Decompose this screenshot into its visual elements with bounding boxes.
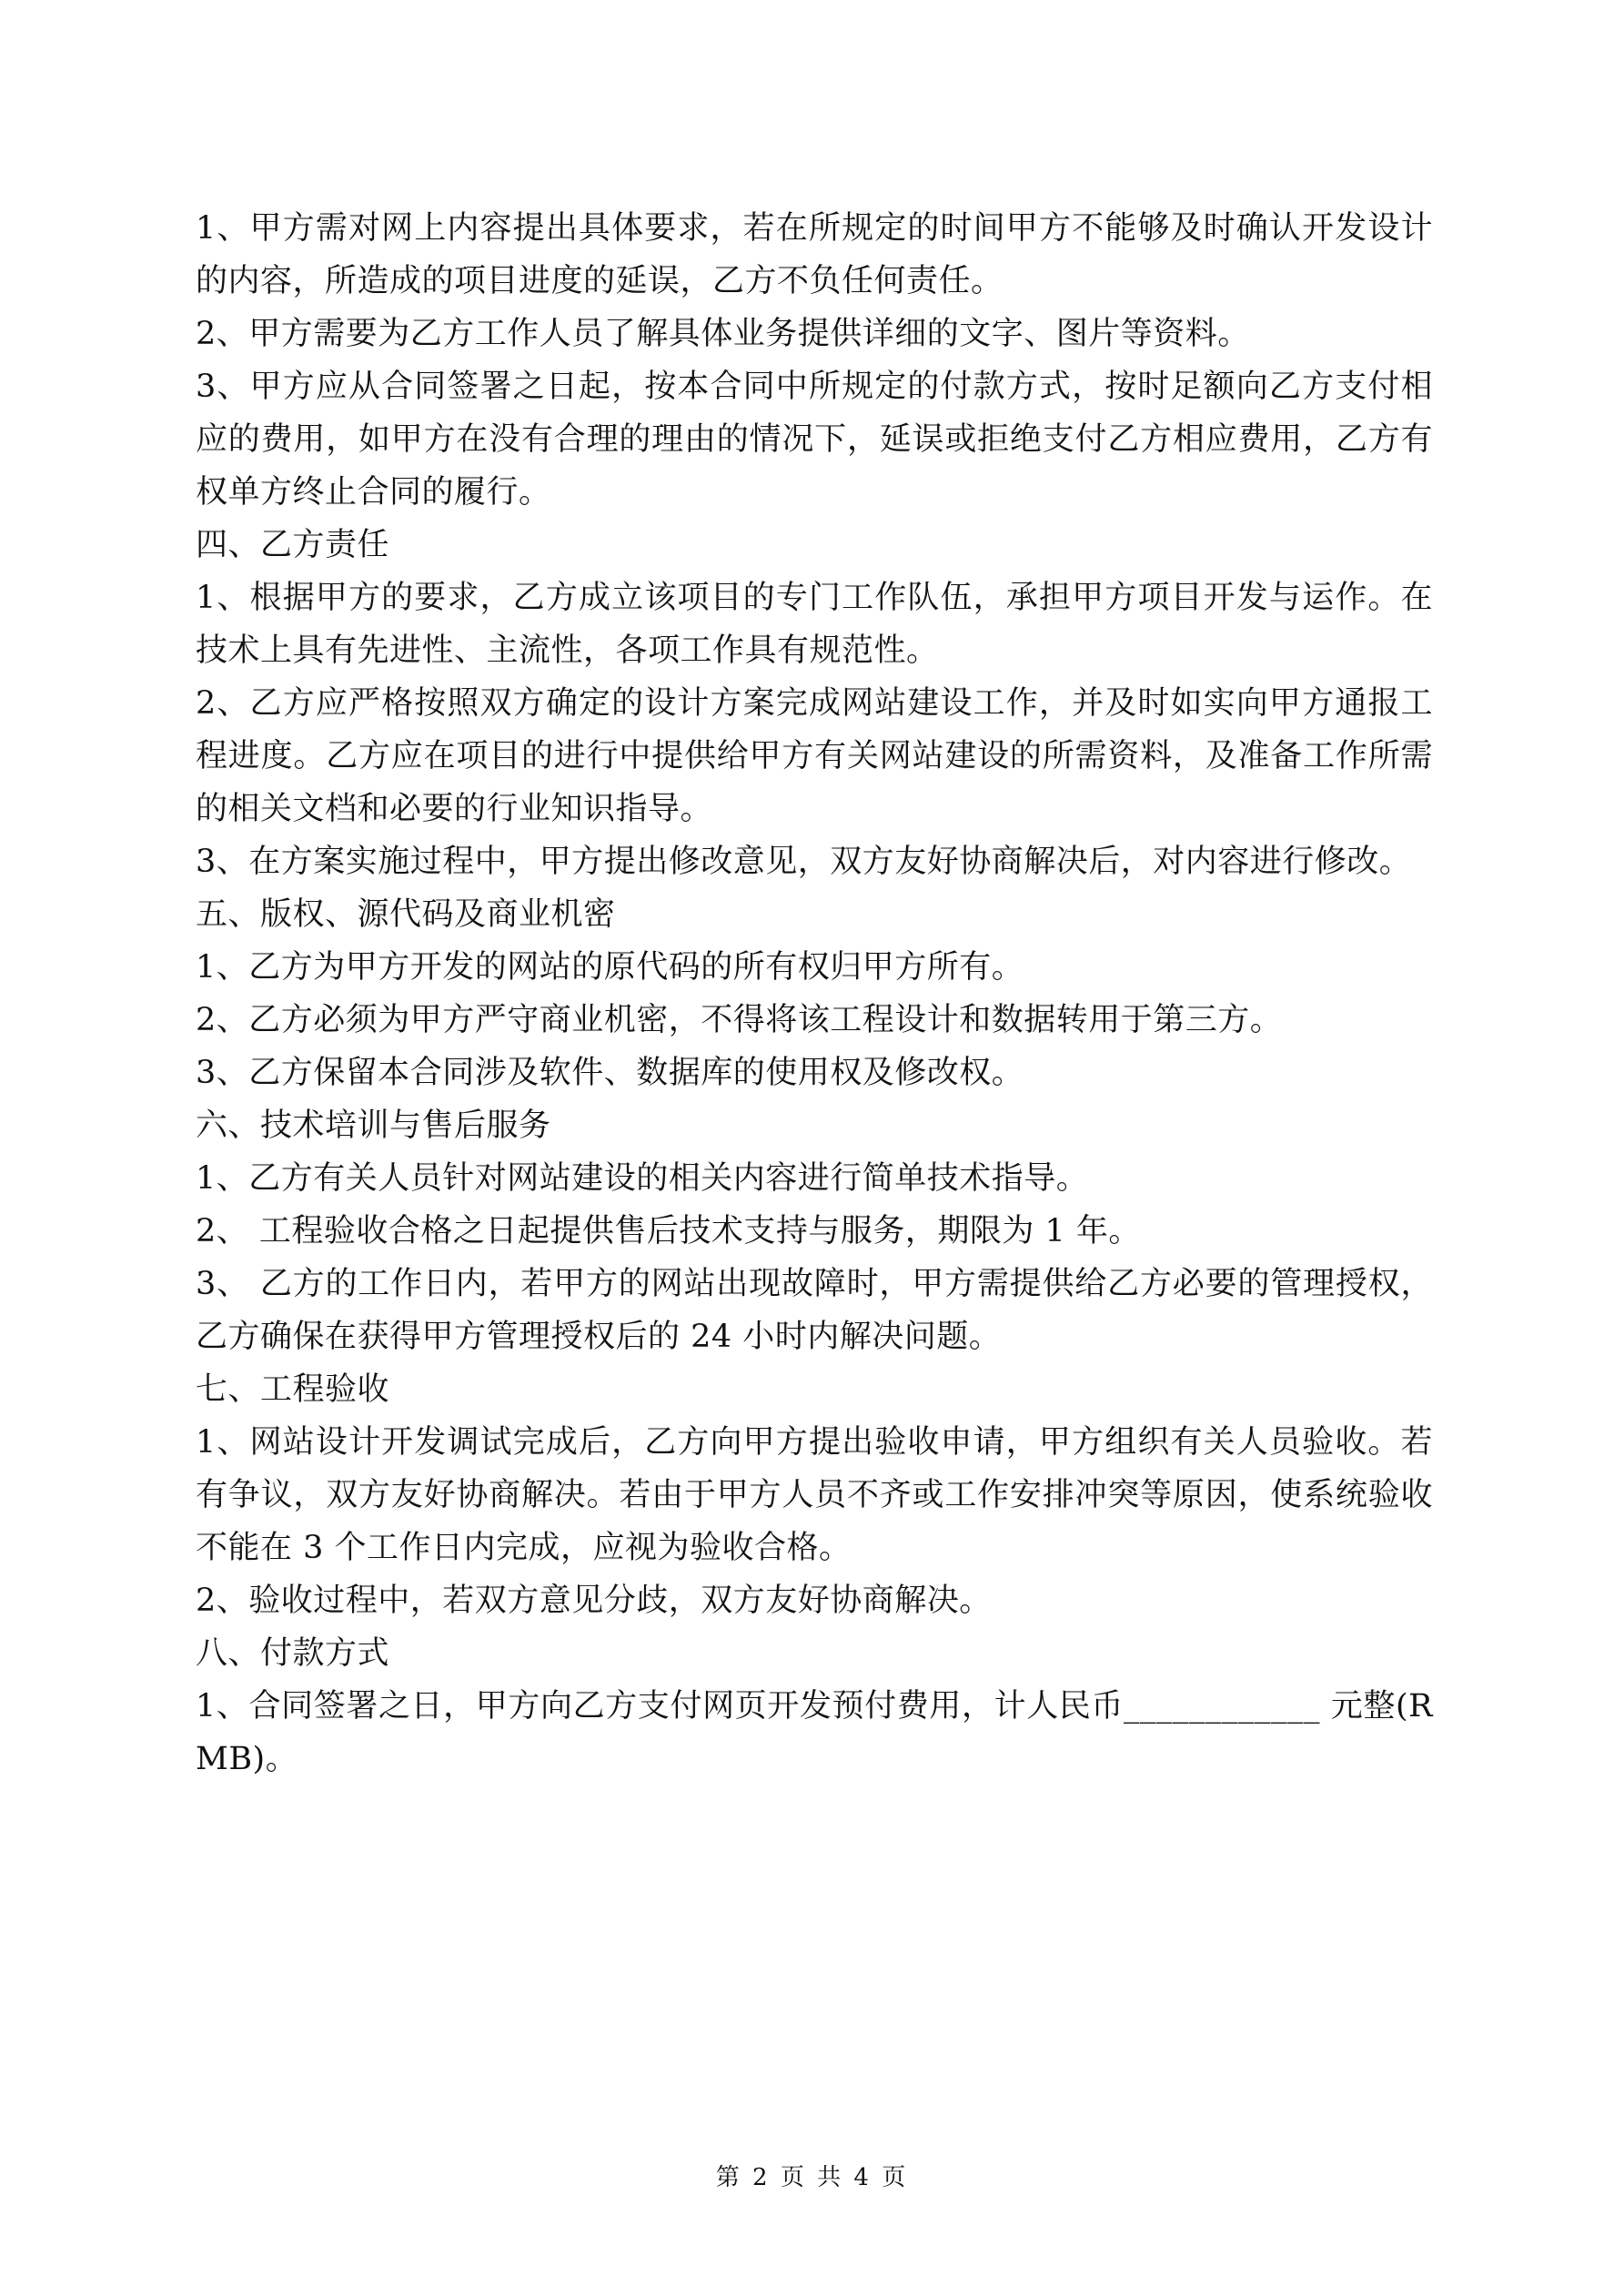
clause-training-1: 1、乙方有关人员针对网站建设的相关内容进行简单技术指导。: [196, 1160, 1089, 1197]
clause-party-b-1: 1、根据甲方的要求，乙方成立该项目的专门工作队伍，承担甲方项目开发与运作。在技术上具有先进性、主流性，各项工作具有规范性。: [196, 580, 1433, 669]
section-heading-6: 六、技术培训与售后服务: [196, 1108, 551, 1144]
clause-party-a-2: 2、甲方需要为乙方工作人员了解具体业务提供详细的文字、图片等资料。: [196, 316, 1250, 352]
clause-acceptance-2: 2、验收过程中，若双方意见分歧，双方友好协商解决。: [196, 1583, 992, 1619]
clause-payment-1: 1、合同签署之日，甲方向乙方支付网页开发预付费用，计人民币____________ 元整(RMB)。: [196, 1688, 1433, 1777]
clause-party-a-3: 3、甲方应从合同签署之日起，按本合同中所规定的付款方式，按时足额向乙方支付相应的费用，如甲方在没有合理的理由的情况下，延误或拒绝支付乙方相应费用，乙方有权单方终止合同的履行。: [196, 369, 1433, 511]
section-heading-5: 五、版权、源代码及商业机密: [196, 896, 616, 933]
clause-party-a-1: 1、甲方需对网上内容提出具体要求，若在所规定的时间甲方不能够及时确认开发设计的内容，所造成的项目进度的延误，乙方不负任何责任。: [196, 210, 1433, 299]
clause-copyright-1: 1、乙方为甲方开发的网站的原代码的所有权归甲方所有。: [196, 949, 1024, 986]
document-body: [196, 202, 1433, 1785]
clause-training-3: 3、 乙方的工作日内，若甲方的网站出现故障时，甲方需提供给乙方必要的管理授权，乙方确保在获得甲方管理授权后的 24 小时内解决问题。: [196, 1266, 1433, 1355]
page-footer: 第 2 页 共 4 页: [715, 2164, 909, 2191]
clause-training-2: 2、 工程验收合格之日起提供售后技术支持与服务，期限为 1 年。: [196, 1213, 1141, 1249]
clause-party-b-3: 3、在方案实施过程中，甲方提出修改意见，双方友好协商解决后，对内容进行修改。: [196, 844, 1412, 880]
section-heading-4: 四、乙方责任: [196, 527, 390, 563]
clause-copyright-3: 3、乙方保留本合同涉及软件、数据库的使用权及修改权。: [196, 1055, 1024, 1091]
clause-acceptance-1: 1、网站设计开发调试完成后，乙方向甲方提出验收申请，甲方组织有关人员验收。若有争议，双方友好协商解决。若由于甲方人员不齐或工作安排冲突等原因，使系统验收不能在 3 个工作日内完成，应视为验收合格。: [196, 1424, 1433, 1566]
clause-copyright-2: 2、乙方必须为甲方严守商业机密，不得将该工程设计和数据转用于第三方。: [196, 1002, 1283, 1038]
section-heading-8: 八、付款方式: [196, 1635, 390, 1672]
clause-party-b-2: 2、乙方应严格按照双方确定的设计方案完成网站建设工作，并及时如实向甲方通报工程进度。乙方应在项目的进行中提供给甲方有关网站建设的所需资料，及准备工作所需的相关文档和必要的行业知识指导。: [196, 685, 1433, 827]
section-heading-7: 七、工程验收: [196, 1371, 390, 1408]
